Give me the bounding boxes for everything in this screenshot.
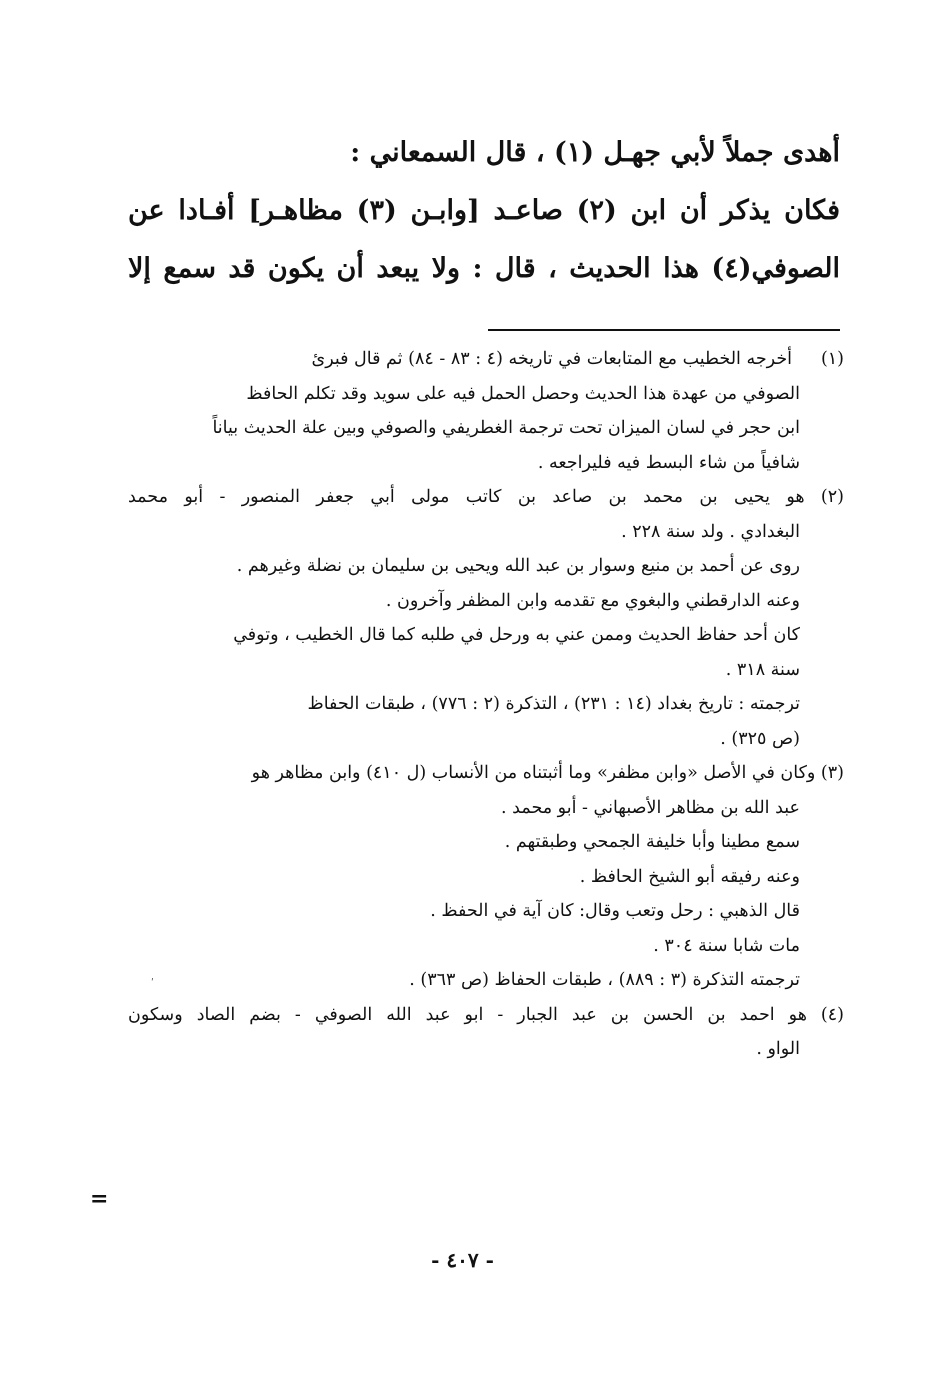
footnote-line: سنة ٣١٨ . — [725, 659, 800, 680]
footnote-line: كان أحد حفاظ الحديث وممن عني به ورحل في طلبه كما قال الخطيب ، وتوفي — [233, 625, 800, 645]
footnote-2 — [128, 480, 844, 756]
main-text-line: الصوفي(٤) هذا الحديث ، قال : ولا يبعد أن يكون قد سمع إلا — [128, 253, 840, 284]
footnote-line: الصوفي من عهدة هذا الحديث وحصل الحمل فيه على سويد وقد تكلم الحافظ — [246, 383, 800, 404]
footnote-line: وعنه رفيقه أبو الشيخ الحافظ . — [579, 866, 800, 887]
footnote-4 — [128, 998, 844, 1067]
footnote-line: شافياً من شاء البسط فيه فليراجعه . — [537, 452, 800, 473]
scan-speck: ʹ — [151, 978, 154, 989]
footnotes — [128, 342, 844, 1067]
footnote-line: مات شابا سنة ٣٠٤ . — [653, 935, 800, 956]
footnote-line: ترجمته : تاريخ بغداد (١٤ : ٢٣١) ، التذكرة (٢ : ٧٧٦) ، طبقات الحفاظ — [307, 694, 800, 714]
footnote-line: وعنه الدارقطني والبغوي مع تقدمه وابن المظفر وآخرون . — [385, 590, 800, 611]
footnote-line: (٢) هو يحيى بن محمد بن صاعد بن كاتب مولى أبي جعفر المنصور - أبو محمد — [128, 487, 844, 507]
footnote-3 — [128, 756, 844, 998]
margin-mark: = — [90, 1186, 109, 1212]
footnote-line: (٣) وكان في الأصل «وابن مظفر» وما أثبتناه من الأنساب (ل ٤١٠) وابن مظاهر هو — [251, 763, 844, 783]
footnote-line: روى عن أحمد بن منيع وسوار بن عبد الله ويحيى بن سليمان بن نضلة وغيرهم . — [236, 556, 800, 576]
footnote-line: الواو . — [756, 1039, 800, 1059]
footnote-line: عبد الله بن مظاهر الأصبهاني - أبو محمد . — [501, 797, 800, 818]
main-text — [128, 124, 840, 298]
footnote-line: ترجمته التذكرة (٣ : ٨٨٩) ، طبقات الحفاظ (ص ٣٦٣) . — [409, 970, 800, 990]
main-text-line: فكان يذكر أن ابن (٢) صاعـد [وابـن (٣) مظاهـر] أفـادا عن — [128, 195, 840, 226]
footnote-line: (٤) هو احمد بن الحسن بن عبد الجبار - ابو عبد الله الصوفي - بضم الصاد وسكون — [128, 1004, 844, 1025]
footnote-1 — [128, 342, 844, 480]
footnote-line: ابن حجر في لسان الميزان تحت ترجمة الغطريفي والصوفي وبين علة الحديث بياناً — [212, 418, 800, 438]
footnote-line: أخرجه الخطيب مع المتابعات في تاريخه (٤ : ٨٣ - ٨٤) ثم قال فبرئ — [311, 349, 792, 369]
footnote-line: سمع مطينا وأبا خليفة الجمحي وطبقتهم . — [504, 832, 800, 852]
footnote-line: البغدادي . ولد سنة ٢٢٨ . — [621, 521, 800, 542]
footnote-line: قال الذهبي : رحل وتعب وقال: كان آية في الحفظ . — [430, 901, 800, 921]
footnote-separator — [488, 329, 840, 331]
footnote-line: (ص ٣٢٥) . — [720, 728, 800, 749]
page-number: - ٤٠٧ - — [431, 1248, 494, 1272]
main-text-line: أهدى جملاً لأبي جهـل (١) ، قال السمعاني : — [350, 137, 840, 168]
footnote-number: (١) — [820, 349, 844, 369]
